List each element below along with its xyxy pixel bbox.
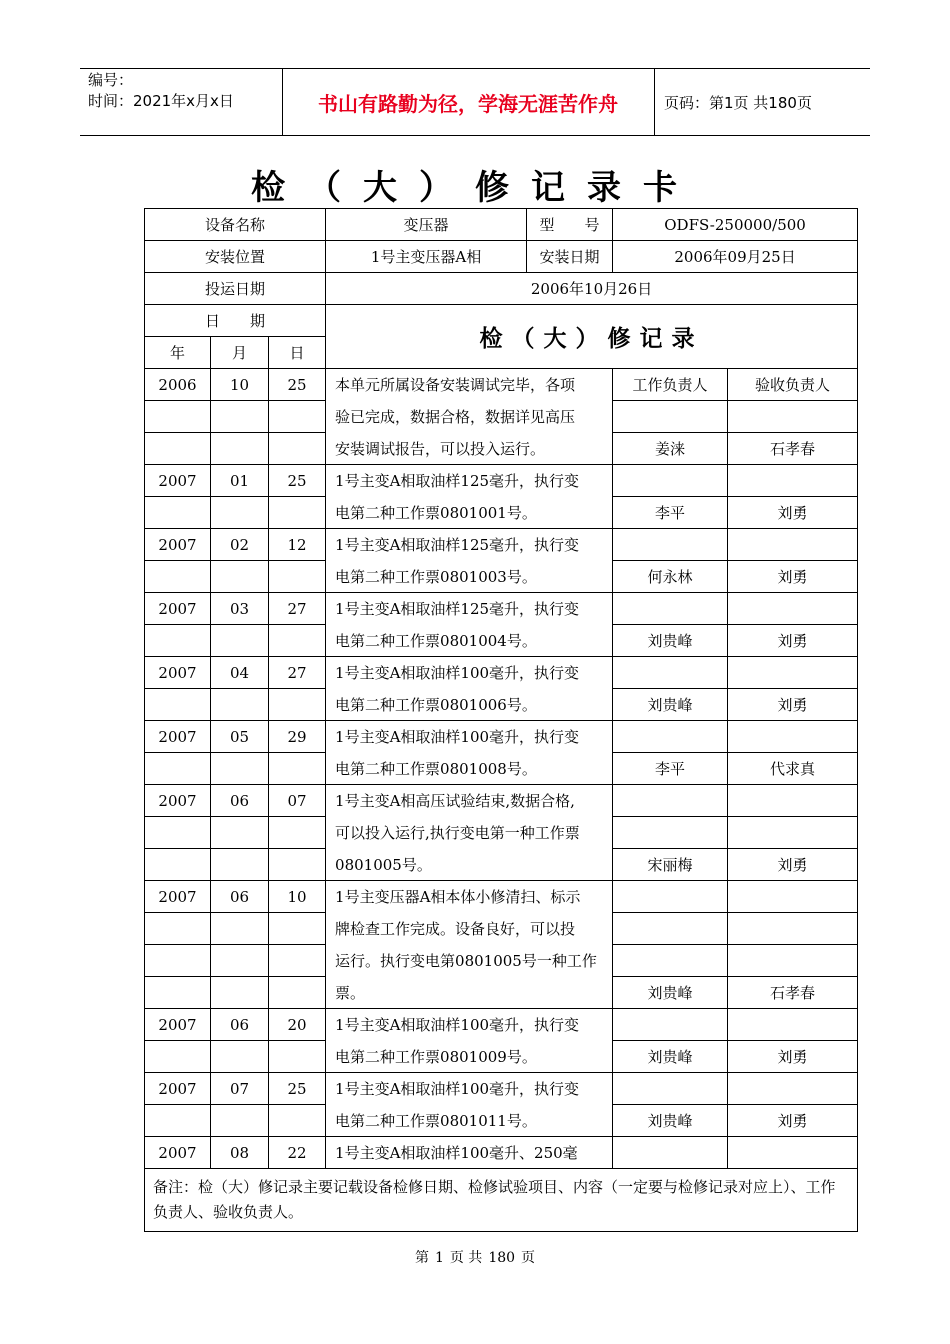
record-month: 01 xyxy=(211,465,269,497)
record-month: 04 xyxy=(211,657,269,689)
acceptance-leader: 刘勇 xyxy=(728,849,858,881)
acceptance-leader xyxy=(728,1009,858,1041)
record-day: 27 xyxy=(269,657,326,689)
record-content: 安装调试报告，可以投入运行。 xyxy=(326,433,613,465)
work-leader xyxy=(613,1009,728,1041)
record-day xyxy=(269,849,326,881)
month-label: 月 xyxy=(211,337,269,369)
work-leader: 姜涞 xyxy=(613,433,728,465)
record-content: 票。 xyxy=(326,977,613,1009)
note-text: 备注：检（大）修记录主要记载设备检修日期、检修试验项目、内容（一定要与检修记录对应上）、工作负责人、验收负责人。 xyxy=(145,1169,858,1232)
acceptance-leader xyxy=(728,529,858,561)
record-row xyxy=(145,369,858,401)
record-content: 1号主变A相取油样125毫升，执行变 xyxy=(326,593,613,625)
record-day: 12 xyxy=(269,529,326,561)
record-month: 10 xyxy=(211,369,269,401)
commission-date-label: 投运日期 xyxy=(145,273,326,305)
record-content: 1号主变A相取油样100毫升，执行变 xyxy=(326,721,613,753)
record-row xyxy=(145,753,858,785)
location-value: 1号主变压器A相 xyxy=(326,241,527,273)
record-month xyxy=(211,561,269,593)
acceptance-leader: 刘勇 xyxy=(728,689,858,721)
work-leader xyxy=(613,401,728,433)
record-row xyxy=(145,1137,858,1169)
record-month: 08 xyxy=(211,1137,269,1169)
record-row xyxy=(145,657,858,689)
acceptance-leader xyxy=(728,913,858,945)
record-day xyxy=(269,913,326,945)
record-year xyxy=(145,497,211,529)
record-day xyxy=(269,625,326,657)
info-row xyxy=(145,273,858,305)
record-content: 1号主变压器A相本体小修清扫、标示 xyxy=(326,881,613,913)
acceptance-leader: 刘勇 xyxy=(728,625,858,657)
work-leader: 李平 xyxy=(613,497,728,529)
info-row xyxy=(145,209,858,241)
record-year xyxy=(145,945,211,977)
page-title: 检（大）修记录卡 xyxy=(251,168,699,208)
record-month xyxy=(211,977,269,1009)
acceptance-leader: 石孝春 xyxy=(728,433,858,465)
record-day xyxy=(269,977,326,1009)
record-row xyxy=(145,1041,858,1073)
record-month xyxy=(211,497,269,529)
record-year xyxy=(145,849,211,881)
record-content: 1号主变A相取油样100毫升、250毫 xyxy=(326,1137,613,1169)
work-leader xyxy=(613,529,728,561)
record-content: 运行。执行变电第0801005号一种工作 xyxy=(326,945,613,977)
record-year xyxy=(145,1041,211,1073)
record-row xyxy=(145,433,858,465)
work-leader: 宋丽梅 xyxy=(613,849,728,881)
acceptance-leader xyxy=(728,401,858,433)
record-day xyxy=(269,497,326,529)
header-page-info: 页码：第1页 共180页 xyxy=(664,93,812,112)
acceptance-leader: 验收负责人 xyxy=(728,369,858,401)
record-row xyxy=(145,1009,858,1041)
record-month xyxy=(211,913,269,945)
record-content: 1号主变A相取油样100毫升，执行变 xyxy=(326,657,613,689)
work-leader: 何永林 xyxy=(613,561,728,593)
record-content: 1号主变A相取油样125毫升，执行变 xyxy=(326,529,613,561)
acceptance-leader xyxy=(728,593,858,625)
record-content: 电第二种工作票0801011号。 xyxy=(326,1105,613,1137)
page-header xyxy=(80,68,870,136)
number-label: 编号： xyxy=(88,71,134,89)
record-day xyxy=(269,689,326,721)
record-day xyxy=(269,945,326,977)
record-month xyxy=(211,1041,269,1073)
record-month xyxy=(211,433,269,465)
record-row xyxy=(145,849,858,881)
record-row xyxy=(145,689,858,721)
record-month: 03 xyxy=(211,593,269,625)
acceptance-leader xyxy=(728,721,858,753)
record-row xyxy=(145,881,858,913)
record-day xyxy=(269,1105,326,1137)
record-content: 0801005号。 xyxy=(326,849,613,881)
record-content: 电第二种工作票0801009号。 xyxy=(326,1041,613,1073)
record-month xyxy=(211,817,269,849)
record-day: 07 xyxy=(269,785,326,817)
date-label: 日 期 xyxy=(145,305,326,337)
record-content: 电第二种工作票0801008号。 xyxy=(326,753,613,785)
work-leader xyxy=(613,881,728,913)
record-year: 2007 xyxy=(145,529,211,561)
record-day: 10 xyxy=(269,881,326,913)
acceptance-leader: 刘勇 xyxy=(728,497,858,529)
acceptance-leader xyxy=(728,1137,858,1169)
install-date-label: 安装日期 xyxy=(527,241,613,273)
work-leader xyxy=(613,657,728,689)
day-label: 日 xyxy=(269,337,326,369)
record-day: 25 xyxy=(269,1073,326,1105)
commission-date-value: 2006年10月26日 xyxy=(326,273,858,305)
work-leader: 李平 xyxy=(613,753,728,785)
record-heading: 检（大）修记录 xyxy=(326,305,858,369)
install-date-value: 2006年09月25日 xyxy=(613,241,858,273)
year-label: 年 xyxy=(145,337,211,369)
footer-page-prefix: 第 xyxy=(414,1250,429,1266)
note-row xyxy=(145,1169,858,1232)
work-leader xyxy=(613,593,728,625)
device-name-label: 设备名称 xyxy=(145,209,326,241)
record-year: 2007 xyxy=(145,881,211,913)
record-row xyxy=(145,401,858,433)
record-month: 02 xyxy=(211,529,269,561)
record-day: 25 xyxy=(269,465,326,497)
record-month: 06 xyxy=(211,1009,269,1041)
record-month: 06 xyxy=(211,785,269,817)
record-content: 牌检查工作完成。设备良好，可以投 xyxy=(326,913,613,945)
record-month: 06 xyxy=(211,881,269,913)
acceptance-leader: 代求真 xyxy=(728,753,858,785)
record-year xyxy=(145,1105,211,1137)
record-row xyxy=(145,529,858,561)
record-month: 07 xyxy=(211,1073,269,1105)
page-footer xyxy=(0,1247,950,1267)
record-day: 22 xyxy=(269,1137,326,1169)
acceptance-leader xyxy=(728,657,858,689)
acceptance-leader: 刘勇 xyxy=(728,1105,858,1137)
record-day xyxy=(269,433,326,465)
record-month xyxy=(211,689,269,721)
record-row xyxy=(145,1073,858,1105)
location-label: 安装位置 xyxy=(145,241,326,273)
device-name-value: 变压器 xyxy=(326,209,527,241)
acceptance-leader xyxy=(728,465,858,497)
record-year xyxy=(145,433,211,465)
record-content: 电第二种工作票0801001号。 xyxy=(326,497,613,529)
work-leader: 刘贵峰 xyxy=(613,689,728,721)
record-day xyxy=(269,817,326,849)
record-year: 2007 xyxy=(145,1137,211,1169)
record-row xyxy=(145,561,858,593)
record-content: 1号主变A相取油样100毫升，执行变 xyxy=(326,1073,613,1105)
record-month xyxy=(211,1105,269,1137)
model-value: ODFS-250000/500 xyxy=(613,209,858,241)
record-row xyxy=(145,593,858,625)
record-day: 29 xyxy=(269,721,326,753)
record-row xyxy=(145,1105,858,1137)
record-content: 1号主变A相取油样125毫升，执行变 xyxy=(326,465,613,497)
record-row xyxy=(145,785,858,817)
record-day xyxy=(269,561,326,593)
record-year: 2007 xyxy=(145,465,211,497)
record-month: 05 xyxy=(211,721,269,753)
record-year xyxy=(145,817,211,849)
record-year xyxy=(145,401,211,433)
work-leader: 工作负责人 xyxy=(613,369,728,401)
record-year: 2007 xyxy=(145,1073,211,1105)
record-content: 验已完成，数据合格，数据详见高压 xyxy=(326,401,613,433)
record-content: 电第二种工作票0801006号。 xyxy=(326,689,613,721)
record-table xyxy=(144,208,858,1232)
record-content: 1号主变A相高压试验结束,数据合格, xyxy=(326,785,613,817)
work-leader xyxy=(613,785,728,817)
record-day xyxy=(269,753,326,785)
record-row xyxy=(145,817,858,849)
record-day: 20 xyxy=(269,1009,326,1041)
record-month xyxy=(211,625,269,657)
record-year: 2007 xyxy=(145,593,211,625)
acceptance-leader: 刘勇 xyxy=(728,561,858,593)
record-year: 2007 xyxy=(145,785,211,817)
record-content: 1号主变A相取油样100毫升，执行变 xyxy=(326,1009,613,1041)
record-year: 2006 xyxy=(145,369,211,401)
record-month xyxy=(211,753,269,785)
record-month xyxy=(211,849,269,881)
footer-page-mid: 页 共 xyxy=(449,1250,483,1266)
time-label: 时间：2021年x月x日 xyxy=(88,92,234,110)
record-year xyxy=(145,913,211,945)
work-leader: 刘贵峰 xyxy=(613,1105,728,1137)
record-year xyxy=(145,561,211,593)
record-month xyxy=(211,401,269,433)
footer-page-number: 1 xyxy=(434,1250,444,1266)
work-leader: 刘贵峰 xyxy=(613,1041,728,1073)
record-year xyxy=(145,689,211,721)
record-day xyxy=(269,1041,326,1073)
record-year: 2007 xyxy=(145,721,211,753)
acceptance-leader: 刘勇 xyxy=(728,1041,858,1073)
work-leader xyxy=(613,721,728,753)
record-year xyxy=(145,753,211,785)
record-row xyxy=(145,625,858,657)
info-row xyxy=(145,241,858,273)
record-day: 25 xyxy=(269,369,326,401)
record-content: 电第二种工作票0801003号。 xyxy=(326,561,613,593)
record-year: 2007 xyxy=(145,1009,211,1041)
acceptance-leader: 石孝春 xyxy=(728,977,858,1009)
heading-row xyxy=(145,305,858,337)
record-content: 电第二种工作票0801004号。 xyxy=(326,625,613,657)
record-year: 2007 xyxy=(145,657,211,689)
acceptance-leader xyxy=(728,881,858,913)
record-day xyxy=(269,401,326,433)
record-row xyxy=(145,945,858,977)
work-leader xyxy=(613,465,728,497)
work-leader xyxy=(613,913,728,945)
record-year xyxy=(145,977,211,1009)
footer-page-total: 180 xyxy=(488,1250,516,1266)
record-row xyxy=(145,721,858,753)
record-row xyxy=(145,977,858,1009)
acceptance-leader xyxy=(728,817,858,849)
record-month xyxy=(211,945,269,977)
header-meta xyxy=(88,70,234,112)
record-row xyxy=(145,465,858,497)
work-leader: 刘贵峰 xyxy=(613,977,728,1009)
header-divider xyxy=(654,68,655,136)
record-content: 可以投入运行,执行变电第一种工作票 xyxy=(326,817,613,849)
work-leader xyxy=(613,945,728,977)
record-content: 本单元所属设备安装调试完毕，各项 xyxy=(326,369,613,401)
work-leader xyxy=(613,817,728,849)
acceptance-leader xyxy=(728,1073,858,1105)
record-year xyxy=(145,625,211,657)
acceptance-leader xyxy=(728,785,858,817)
record-row xyxy=(145,913,858,945)
model-label: 型 号 xyxy=(527,209,613,241)
work-leader: 刘贵峰 xyxy=(613,625,728,657)
record-day: 27 xyxy=(269,593,326,625)
header-slogan: 书山有路勤为径，学海无涯苦作舟 xyxy=(318,91,618,116)
record-row xyxy=(145,497,858,529)
work-leader xyxy=(613,1073,728,1105)
footer-page-suffix: 页 xyxy=(521,1250,536,1266)
acceptance-leader xyxy=(728,945,858,977)
work-leader xyxy=(613,1137,728,1169)
